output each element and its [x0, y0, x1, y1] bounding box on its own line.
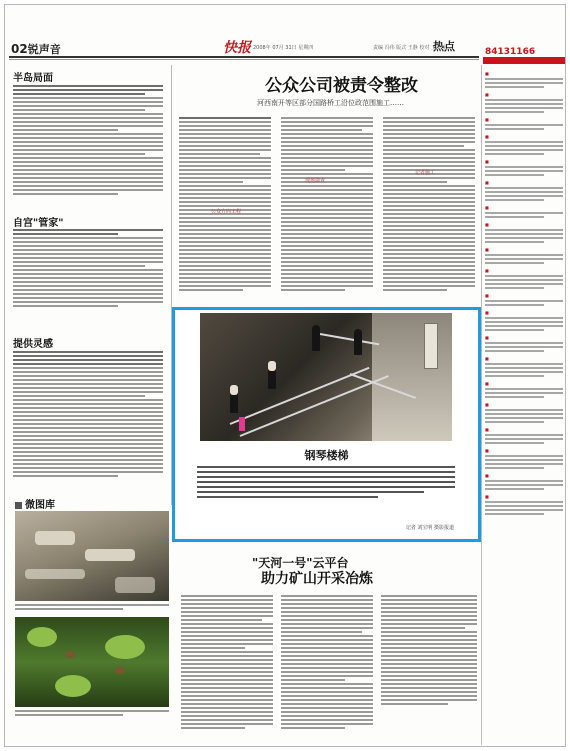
brief-item: ■ [485, 117, 563, 130]
brief-item: ■ [485, 427, 563, 444]
section-name-right: 热点 [433, 40, 455, 53]
brief-item: ■ [485, 222, 563, 243]
column-divider [481, 65, 482, 745]
brief-item: ■ [485, 310, 563, 331]
feature-title: 钢琴楼梯 [304, 449, 349, 462]
brief-item: ■ [485, 159, 563, 176]
stairs-photo [200, 313, 452, 441]
bottom-text-col-1 [181, 595, 273, 731]
bottom-text-col-2 [281, 595, 373, 731]
section-name-left: 锐声音 [27, 43, 61, 56]
brief-item: ■ [485, 92, 563, 113]
page-number: 02 [11, 42, 28, 56]
main-text-col-1 [179, 117, 271, 293]
page-header [5, 41, 566, 55]
photo-leaf [105, 635, 145, 659]
gallery-photo-2 [15, 617, 169, 707]
brief-item: ■ [485, 473, 563, 490]
header-rule [9, 56, 479, 58]
left-heading-2: 自宫"管家" [13, 218, 64, 229]
photo-rock [115, 577, 155, 593]
header-rule-thin [9, 59, 479, 60]
photo-rock [35, 531, 75, 545]
brief-item: ■ [485, 180, 563, 201]
brief-item: ■ [485, 71, 563, 88]
photo-bird [115, 667, 125, 674]
brief-item: ■ [485, 293, 563, 306]
brief-item: ■ [485, 381, 563, 398]
photo-person [354, 329, 362, 355]
left-text-block-1 [13, 85, 163, 197]
main-subhead-2: 现场调查 [305, 178, 326, 184]
photo-bird [65, 651, 75, 658]
sidebar-brief-list [485, 71, 563, 519]
gallery-caption-2 [15, 710, 169, 718]
photo-shirt [230, 385, 238, 395]
feature-caption-text [197, 466, 455, 501]
feature-highlight-box[interactable] [172, 307, 481, 542]
brief-item: ■ [485, 356, 563, 377]
newspaper-page [4, 4, 566, 747]
left-text-block-3 [13, 351, 163, 479]
main-text-col-2 [281, 117, 373, 293]
photo-window [424, 323, 438, 369]
main-subline: 河西南开等区部分国路桥工沿位政范围施工…… [257, 99, 404, 107]
photo-rock [85, 549, 135, 561]
brief-item: ■ [485, 247, 563, 264]
gallery-heading-text: 微图库 [25, 500, 55, 511]
brief-item: ■ [485, 134, 563, 155]
left-heading-3: 提供灵感 [13, 339, 53, 350]
gallery-square-icon [15, 502, 22, 509]
photo-leaf [27, 627, 57, 647]
editor-credits: 责编 冯伟 版式 王静 校对 王玉萍 [373, 45, 446, 51]
gallery-heading [15, 496, 55, 511]
main-subhead-1: 公众方向工程 [211, 209, 242, 215]
header-left [11, 41, 61, 57]
photo-pink-item [239, 417, 245, 431]
photo-leaf [55, 675, 91, 697]
photo-shirt [268, 361, 276, 371]
main-subhead-3: 记者施工 [415, 170, 436, 176]
main-headline: 公众公司被责令整改 [265, 76, 418, 96]
brief-item: ■ [485, 494, 563, 515]
bottom-headline-2: 助力矿山开采冶炼 [261, 571, 373, 587]
sidebar-red-bar [483, 57, 566, 64]
bottom-headline-1: "天河一号"云平台 [252, 556, 349, 570]
left-text-block-2 [13, 229, 163, 309]
brief-item: ■ [485, 402, 563, 423]
feature-credit: 记者 刘宝明 摄影报道 [405, 525, 454, 531]
bottom-text-col-3 [381, 595, 477, 707]
gallery-photo-1 [15, 511, 169, 601]
hotline-number: 84131166 [485, 47, 536, 57]
brief-item: ■ [485, 448, 563, 469]
main-text-col-3 [383, 117, 475, 293]
brief-item: ■ [485, 268, 563, 289]
brief-item: ■ [485, 205, 563, 218]
gallery-caption-1 [15, 604, 169, 612]
photo-rock [25, 569, 85, 579]
brief-item: ■ [485, 335, 563, 352]
issue-date: 2008年 07月 31日 星期四 [253, 45, 314, 51]
photo-person [312, 325, 320, 351]
left-heading-1: 半岛局面 [13, 73, 53, 84]
brand-logo: 快报 [223, 40, 251, 56]
